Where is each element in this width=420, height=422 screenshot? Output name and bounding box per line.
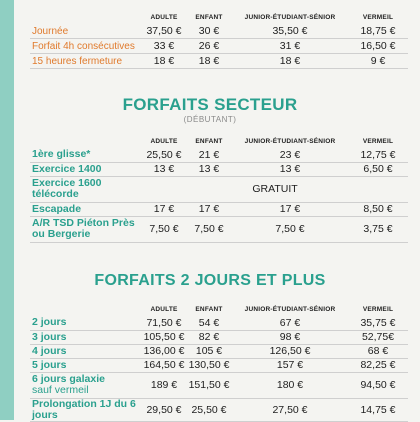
table-row xyxy=(30,216,408,242)
price-junior: 180 € xyxy=(232,372,348,398)
price-vermeil: 68 € xyxy=(348,344,408,358)
table-row xyxy=(30,316,408,330)
section-title-2-jours: FORFAITS 2 JOURS ET PLUS xyxy=(94,272,326,289)
price-enfant: 13 € xyxy=(186,162,232,176)
row-label: Exercice 1600 télécorde xyxy=(30,176,142,202)
header-vermeil: VERMEIL xyxy=(362,305,394,313)
price-enfant: 7,50 € xyxy=(186,216,232,242)
price-junior: 13 € xyxy=(232,162,348,176)
section-title-secteur: FORFAITS SECTEUR xyxy=(122,95,298,114)
row-label: Forfait 4h consécutives xyxy=(30,39,142,54)
table-row xyxy=(30,358,408,372)
price-vermeil: 35,75 € xyxy=(348,316,408,330)
row-label: 3 jours xyxy=(30,330,142,344)
section-subtitle-secteur: (DÉBUTANT) xyxy=(183,115,237,124)
price-junior: 18 € xyxy=(232,54,348,69)
table-row xyxy=(30,24,408,39)
row-label: 2 jours xyxy=(30,316,142,330)
price-junior: 157 € xyxy=(232,358,348,372)
header-enfant: ENFANT xyxy=(195,305,223,313)
table-row xyxy=(30,202,408,216)
table-row xyxy=(30,54,408,69)
price-junior: 67 € xyxy=(232,316,348,330)
left-color-band xyxy=(0,0,14,420)
price-adulte: 25,50 € xyxy=(142,148,186,162)
table-row xyxy=(30,162,408,176)
header-junior: JUNIOR-ÉTUDIANT-SÉNIOR xyxy=(244,13,336,21)
row-label-main: 6 jours galaxie xyxy=(32,373,105,385)
price-adulte: 136,00 € xyxy=(143,345,185,357)
header-enfant: ENFANT xyxy=(195,137,223,145)
price-vermeil: 52,75€ xyxy=(348,330,408,344)
price-enfant: 30 € xyxy=(186,24,232,39)
price-vermeil: 12,75 € xyxy=(348,148,408,162)
row-label: 4 jours xyxy=(30,344,142,358)
gratuit-label: GRATUIT xyxy=(142,176,408,202)
price-vermeil: 16,50 € xyxy=(348,39,408,54)
price-junior: 23 € xyxy=(232,148,348,162)
row-label: 1ère glisse* xyxy=(30,148,142,162)
price-vermeil: 9 € xyxy=(348,54,408,69)
header-adulte: ADULTE xyxy=(150,13,178,21)
table-row xyxy=(30,398,408,421)
header-adulte: ADULTE xyxy=(150,305,178,313)
price-vermeil: 94,50 € xyxy=(348,372,408,398)
price-adulte: 189 € xyxy=(142,372,186,398)
table-header-row xyxy=(30,134,408,148)
price-adulte: 71,50 € xyxy=(142,316,186,330)
header-vermeil: VERMEIL xyxy=(362,137,394,145)
price-enfant: 82 € xyxy=(186,330,232,344)
price-junior: 27,50 € xyxy=(232,398,348,421)
price-junior: 31 € xyxy=(232,39,348,54)
price-enfant: 130,50 € xyxy=(186,358,232,372)
price-enfant: 18 € xyxy=(186,54,232,69)
header-adulte: ADULTE xyxy=(150,137,178,145)
price-adulte: 13 € xyxy=(142,162,186,176)
price-adulte: 105,50 € xyxy=(143,331,185,343)
price-junior: 35,50 € xyxy=(232,24,348,39)
price-enfant: 151,50 € xyxy=(186,372,232,398)
price-adulte: 18 € xyxy=(142,54,186,69)
price-vermeil: 3,75 € xyxy=(348,216,408,242)
price-adulte: 37,50 € xyxy=(142,24,186,39)
top-cut-edge xyxy=(28,0,420,3)
row-label: 15 heures fermeture xyxy=(30,54,142,69)
row-label: 5 jours xyxy=(30,358,142,372)
header-empty xyxy=(30,10,142,24)
row-label: Journée xyxy=(30,24,142,39)
price-junior: 7,50 € xyxy=(232,216,348,242)
price-adulte: 164,50 € xyxy=(143,359,185,371)
header-vermeil: VERMEIL xyxy=(362,13,394,21)
price-enfant: 25,50 € xyxy=(186,398,232,421)
price-junior: 126,50 € xyxy=(232,344,348,358)
price-junior: 17 € xyxy=(232,202,348,216)
header-empty xyxy=(30,302,142,316)
price-adulte: 29,50 € xyxy=(142,398,186,421)
price-vermeil: 6,50 € xyxy=(348,162,408,176)
price-enfant: 54 € xyxy=(186,316,232,330)
price-enfant: 21 € xyxy=(186,148,232,162)
price-enfant: 26 € xyxy=(186,39,232,54)
price-vermeil: 8,50 € xyxy=(348,202,408,216)
price-adulte: 17 € xyxy=(142,202,186,216)
price-junior: 98 € xyxy=(232,330,348,344)
price-adulte: 33 € xyxy=(142,39,186,54)
table-row xyxy=(30,148,408,162)
row-label: Exercice 1400 xyxy=(30,162,142,176)
row-label xyxy=(30,372,142,398)
table-forfaits-generaux xyxy=(30,10,408,69)
header-enfant: ENFANT xyxy=(195,13,223,21)
price-vermeil: 18,75 € xyxy=(348,24,408,39)
header-junior: JUNIOR-ÉTUDIANT-SÉNIOR xyxy=(244,137,336,145)
row-label-sub: sauf vermeil xyxy=(32,384,89,396)
header-empty xyxy=(30,134,142,148)
price-vermeil: 82,25 € xyxy=(348,358,408,372)
table-row xyxy=(30,176,408,202)
row-label: Escapade xyxy=(30,202,142,216)
row-label: A/R TSD Piéton Près ou Bergerie xyxy=(30,216,142,242)
price-vermeil: 14,75 € xyxy=(348,398,408,421)
table-forfaits-secteur xyxy=(30,134,408,243)
price-enfant: 17 € xyxy=(186,202,232,216)
price-adulte: 7,50 € xyxy=(142,216,186,242)
table-header-row xyxy=(30,302,408,316)
table-row xyxy=(30,372,408,398)
header-junior: JUNIOR-ÉTUDIANT-SÉNIOR xyxy=(244,305,336,313)
table-row xyxy=(30,330,408,344)
table-forfaits-2-jours xyxy=(30,302,408,422)
table-header-row xyxy=(30,10,408,24)
row-label: Prolongation 1J du 6 jours xyxy=(30,398,142,421)
price-enfant: 105 € xyxy=(186,344,232,358)
table-row xyxy=(30,39,408,54)
table-row xyxy=(30,344,408,358)
